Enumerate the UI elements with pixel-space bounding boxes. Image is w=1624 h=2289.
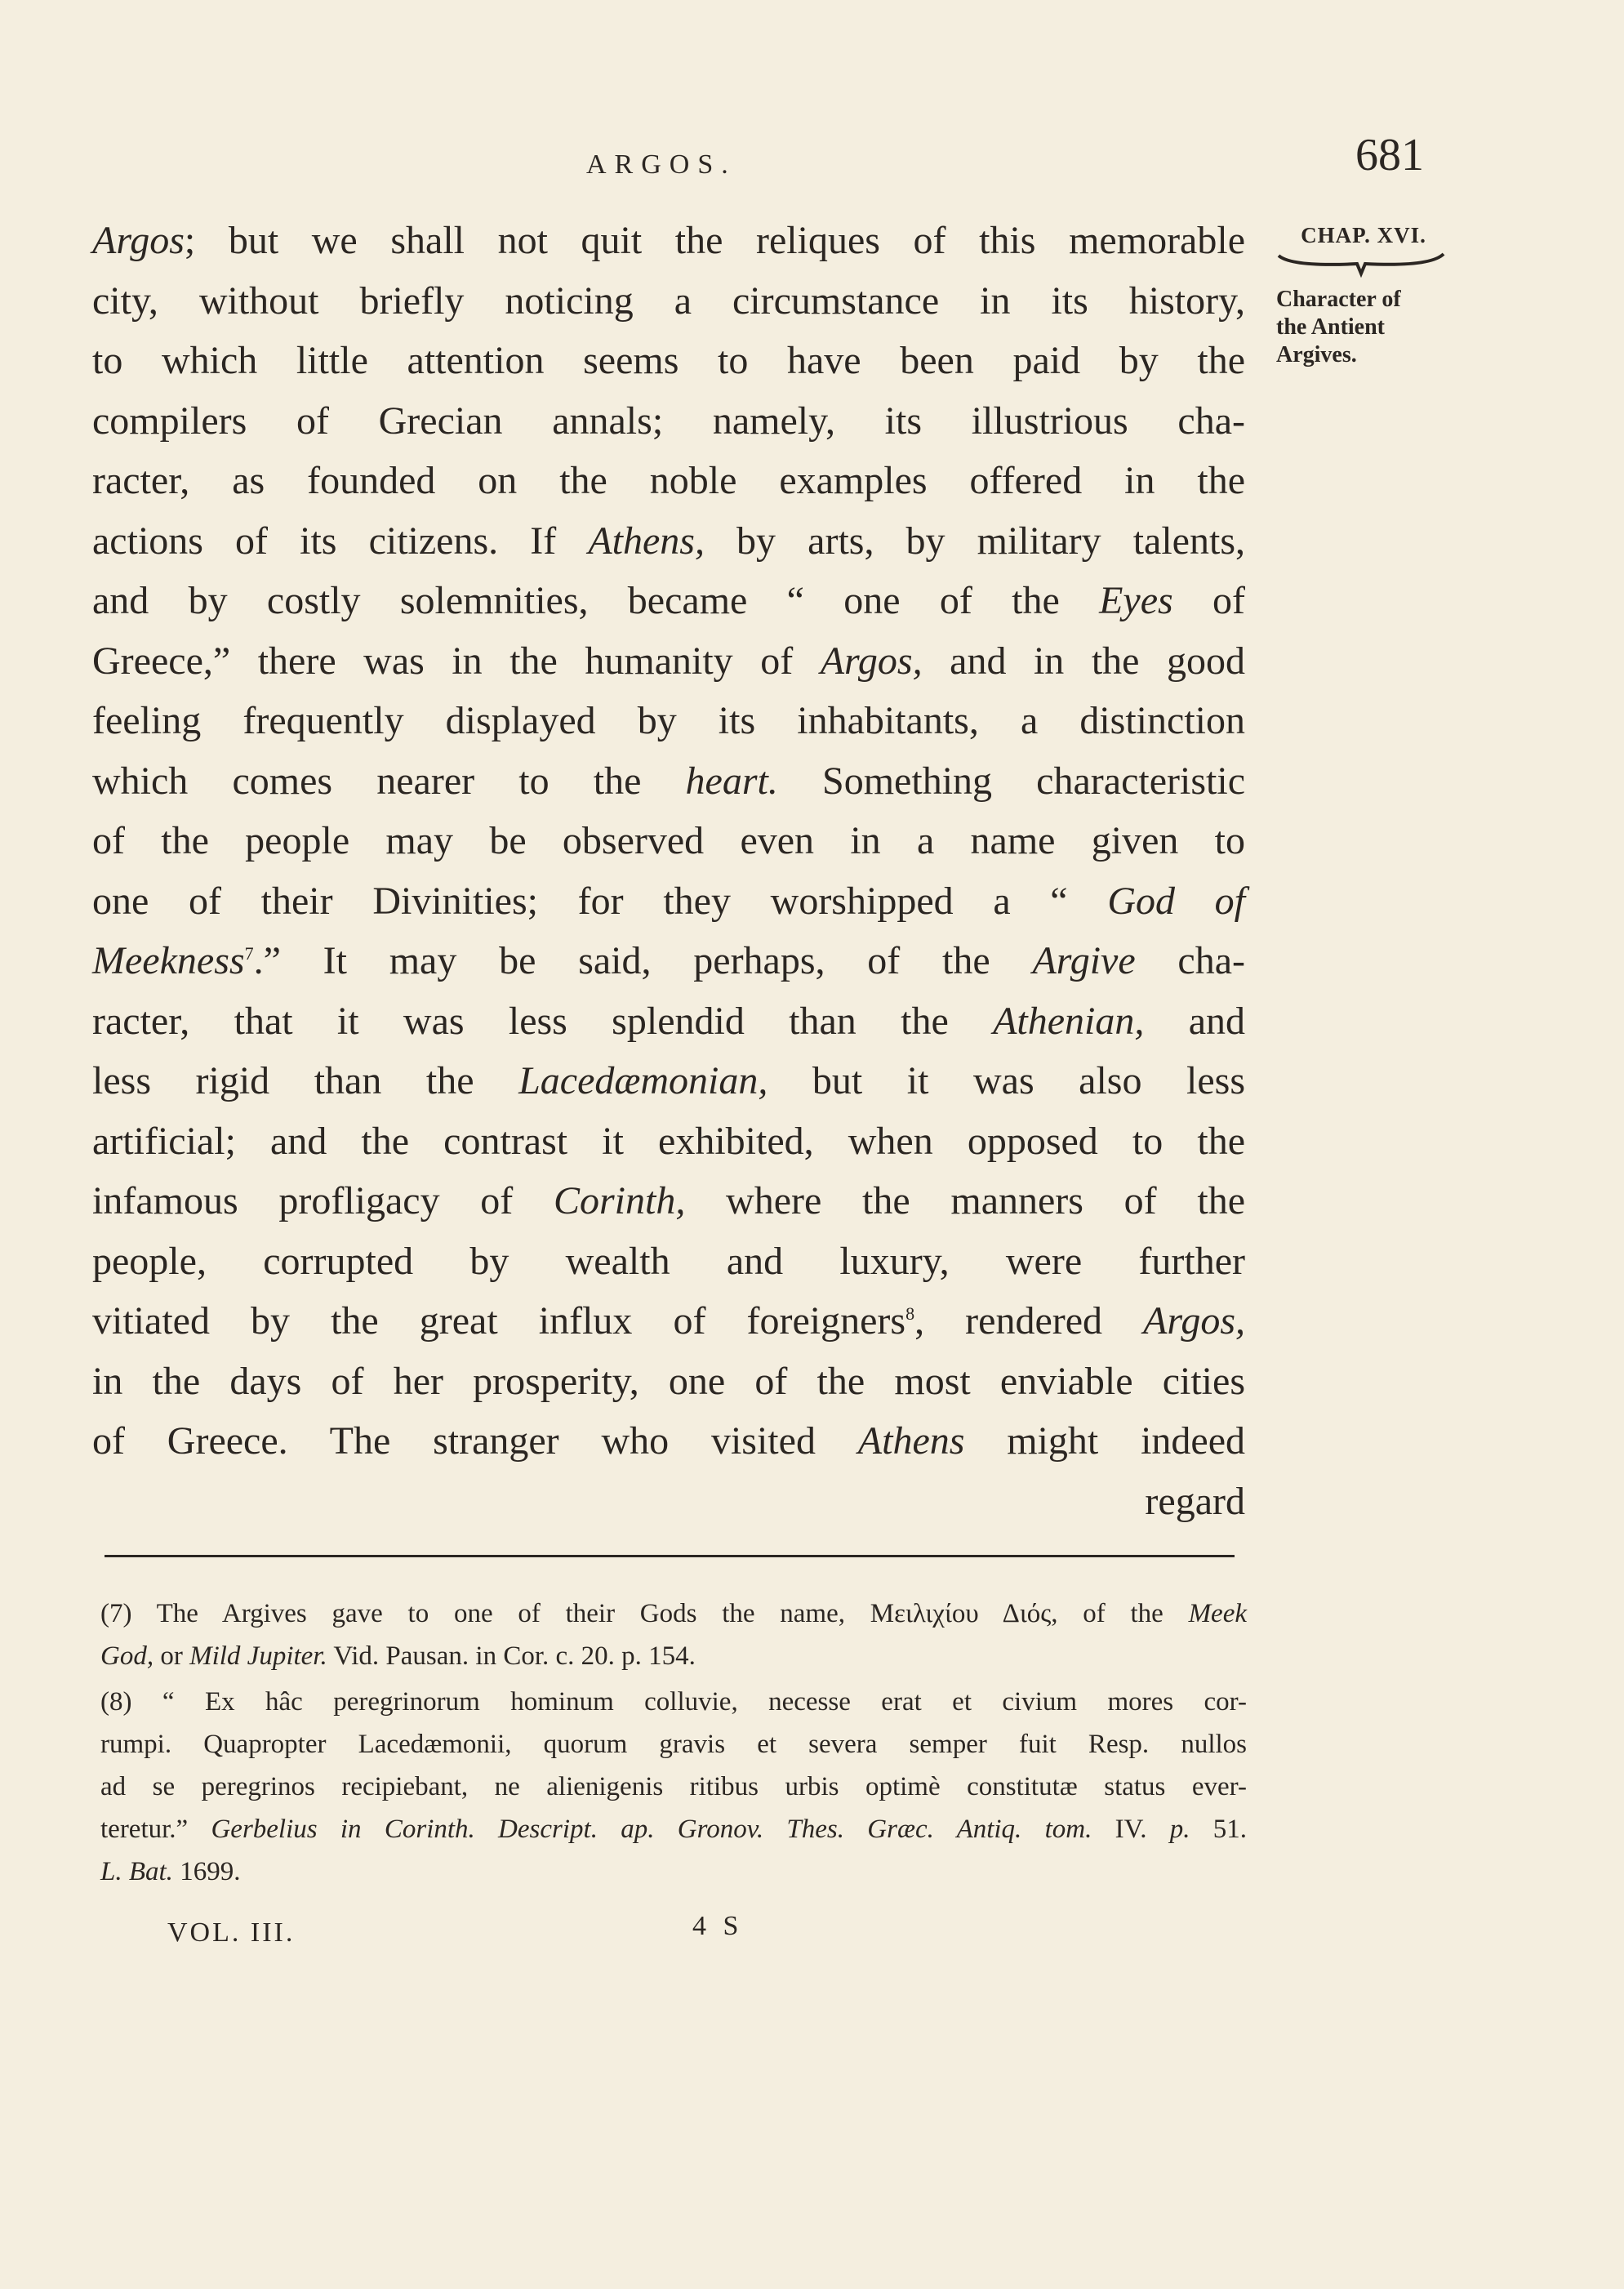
margin-note-line: Argives. bbox=[1276, 342, 1357, 367]
text-run: less rigid than the bbox=[92, 1059, 519, 1102]
text-run: God of bbox=[1107, 879, 1246, 923]
text-run: , rendered bbox=[914, 1299, 1144, 1343]
text-run: of the people may be observed even in a name given to bbox=[92, 819, 1245, 862]
text-run: cha- bbox=[1135, 939, 1245, 982]
text-run: Meek bbox=[1188, 1599, 1247, 1628]
text-run: Corinth, bbox=[553, 1179, 686, 1222]
text-run: which comes nearer to the bbox=[92, 759, 686, 803]
text-run: Athens, bbox=[588, 519, 705, 563]
text-run: ad se peregrinos recipiebant, ne alienigenis ritibus urbis optimè constitutæ status ever- bbox=[100, 1772, 1247, 1801]
text-run: Argos, bbox=[820, 639, 923, 683]
text-run: God, bbox=[100, 1641, 154, 1671]
footnote bbox=[100, 1592, 1247, 1677]
text-run: feeling frequently displayed by its inhabitants, a distinction bbox=[92, 699, 1245, 742]
margin-note-line: Character of bbox=[1276, 287, 1401, 312]
text-run: of bbox=[1172, 579, 1246, 622]
text-run: Athenian, bbox=[993, 999, 1145, 1043]
text-line bbox=[92, 1411, 1245, 1472]
running-title: ARGOS. bbox=[586, 149, 736, 180]
footnote-line bbox=[100, 1808, 1247, 1850]
text-line bbox=[92, 1111, 1245, 1172]
text-run: racter, that it was less splendid than the bbox=[92, 999, 994, 1043]
text-run: Vid. Pausan. in Cor. c. 20. p. 154. bbox=[327, 1641, 696, 1671]
body-text bbox=[92, 211, 1245, 1531]
text-run: in the days of her prosperity, one of the most enviable cities bbox=[92, 1359, 1245, 1403]
text-run: .” It may be said, perhaps, of the bbox=[253, 939, 1033, 982]
footnote-marker: 8 bbox=[905, 1303, 915, 1324]
text-run: Lacedæmonian, bbox=[518, 1059, 768, 1102]
text-line bbox=[92, 511, 1245, 572]
volume-label: VOL. III. bbox=[167, 1917, 296, 1948]
text-run: (8) “ Ex hâc peregrinorum hominum colluvie, necesse erat et civium mores cor- bbox=[100, 1687, 1247, 1717]
text-run: where the manners of the bbox=[685, 1179, 1245, 1222]
text-line bbox=[92, 391, 1245, 452]
signature-mark: 4 S bbox=[692, 1911, 744, 1941]
margin-note bbox=[1276, 286, 1439, 369]
text-run: Athens bbox=[857, 1419, 965, 1463]
text-run: Argos bbox=[92, 219, 185, 262]
text-run: people, corrupted by wealth and luxury, were further bbox=[92, 1239, 1245, 1283]
footnote-line bbox=[100, 1635, 1247, 1677]
text-run: 1699. bbox=[172, 1857, 241, 1886]
text-run: city, without briefly noticing a circumstance in its history, bbox=[92, 278, 1245, 323]
text-line bbox=[92, 871, 1245, 932]
text-run: infamous profligacy of bbox=[92, 1179, 554, 1222]
text-line bbox=[92, 991, 1245, 1052]
text-run: compilers of Grecian annals; namely, its illustrious cha- bbox=[92, 399, 1245, 443]
text-run: Gerbelius in Corinth. Descript. ap. Gronov. Thes. Græc. Antiq. tom. bbox=[211, 1815, 1092, 1844]
text-run: IV. bbox=[1092, 1815, 1170, 1844]
text-run: heart. bbox=[685, 759, 778, 803]
text-run: and bbox=[1144, 999, 1245, 1043]
text-run: Argive bbox=[1032, 939, 1136, 982]
text-run: Meekness bbox=[92, 939, 245, 982]
text-run: or bbox=[154, 1641, 190, 1671]
text-run: ; but we shall not quit the reliques of this memorable bbox=[184, 219, 1245, 262]
text-line bbox=[92, 451, 1245, 511]
text-run: artificial; and the contrast it exhibited, when opposed to the bbox=[92, 1119, 1245, 1163]
text-line bbox=[92, 1051, 1245, 1111]
text-line bbox=[92, 571, 1245, 631]
text-run: to which little attention seems to have been paid by the bbox=[92, 339, 1245, 382]
margin-note-line: the Antient bbox=[1276, 314, 1385, 340]
footnote-line bbox=[100, 1850, 1247, 1893]
text-line bbox=[92, 1352, 1245, 1412]
text-run: rumpi. Quapropter Lacedæmonii, quorum gravis et severa semper fuit Resp. nullos bbox=[100, 1730, 1247, 1759]
text-run: teretur.” bbox=[100, 1815, 211, 1844]
footnote-marker: 7 bbox=[244, 943, 254, 964]
text-line bbox=[92, 691, 1245, 751]
page-number: 681 bbox=[1355, 130, 1424, 180]
text-run: (7) The Argives gave to one of their Gods the name, Μειλιχίου Διός, of the bbox=[100, 1599, 1189, 1628]
text-run: by arts, by military talents, bbox=[704, 519, 1245, 563]
footnote-rule bbox=[105, 1555, 1235, 1557]
text-run: but it was also less bbox=[768, 1059, 1246, 1102]
text-run: and by costly solemnities, became “ one of the bbox=[92, 579, 1100, 622]
text-line bbox=[92, 751, 1245, 812]
text-line bbox=[92, 811, 1245, 871]
text-run: Argos, bbox=[1143, 1299, 1245, 1343]
brace-ornament bbox=[1275, 249, 1447, 278]
text-line bbox=[92, 1171, 1245, 1231]
text-line bbox=[92, 1472, 1245, 1532]
text-run: and in the good bbox=[922, 639, 1245, 683]
text-run: 51. bbox=[1190, 1815, 1247, 1844]
text-run: Greece,” there was in the humanity of bbox=[92, 639, 821, 683]
text-run: one of their Divinities; for they worshipped a “ bbox=[92, 879, 1108, 923]
text-run: vitiated by the great influx of foreigners bbox=[92, 1299, 906, 1343]
footnote-line bbox=[100, 1723, 1247, 1766]
margin-chapter-label: CHAP. XVI. bbox=[1301, 223, 1426, 247]
text-line bbox=[92, 331, 1245, 391]
text-line bbox=[92, 931, 1245, 991]
footnote-line bbox=[100, 1681, 1247, 1723]
text-run: Mild Jupiter. bbox=[189, 1641, 327, 1671]
text-run: regard bbox=[1145, 1479, 1245, 1523]
text-run: of Greece. The stranger who visited bbox=[92, 1419, 858, 1463]
text-line bbox=[92, 1291, 1245, 1352]
text-line bbox=[92, 271, 1245, 332]
text-line bbox=[92, 1231, 1245, 1292]
footnote-line bbox=[100, 1592, 1247, 1635]
footnote-line bbox=[100, 1766, 1247, 1808]
text-run: racter, as founded on the noble examples offered in the bbox=[92, 459, 1245, 502]
text-run: Eyes bbox=[1099, 579, 1173, 622]
text-run: Something characteristic bbox=[777, 759, 1246, 803]
text-line bbox=[92, 211, 1245, 271]
text-run: p. bbox=[1169, 1815, 1190, 1844]
text-run: L. Bat. bbox=[100, 1857, 173, 1886]
text-run: might indeed bbox=[964, 1419, 1246, 1463]
text-run: actions of its citizens. If bbox=[92, 519, 589, 563]
text-line bbox=[92, 631, 1245, 692]
footnote bbox=[100, 1681, 1247, 1893]
footnotes bbox=[100, 1592, 1247, 1893]
